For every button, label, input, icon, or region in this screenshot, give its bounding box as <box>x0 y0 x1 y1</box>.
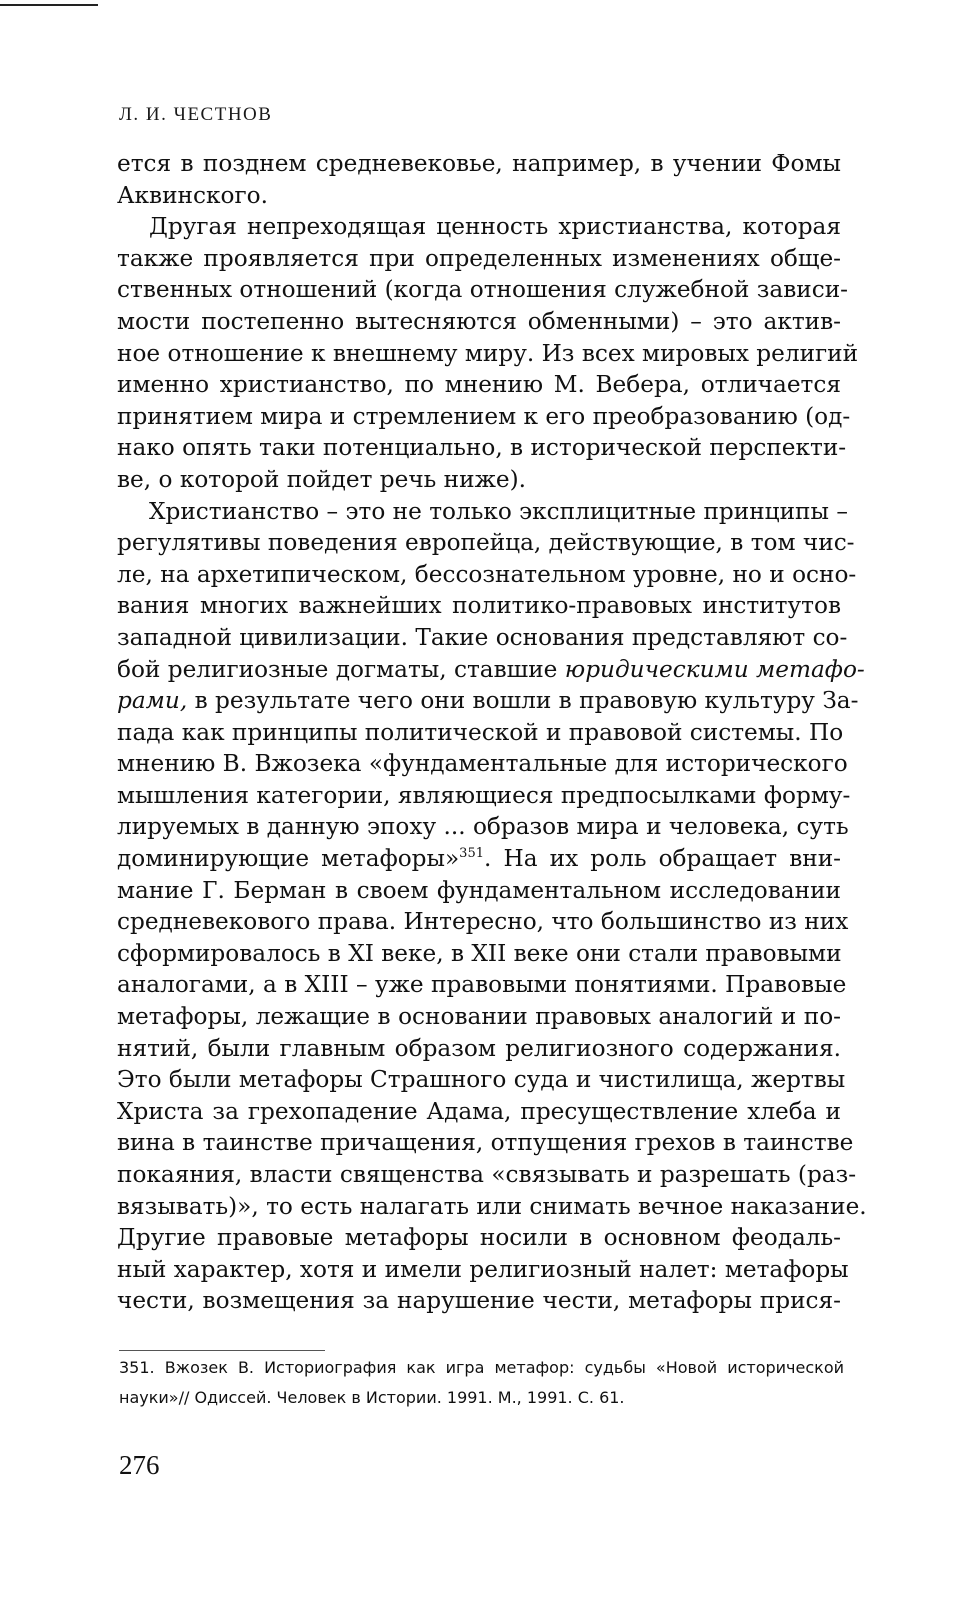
body-line <box>117 1191 867 1223</box>
body-line <box>117 843 841 875</box>
footnotes <box>119 1353 844 1413</box>
body-line-text: Аквинского. <box>117 181 268 209</box>
body-line <box>117 148 841 180</box>
body-line <box>117 432 847 464</box>
body-line <box>117 780 851 812</box>
body-line-text: мышления категории, являющиеся предпосылками форму- <box>117 781 851 809</box>
body-line <box>117 1285 841 1317</box>
body-line-text: лируемых в данную эпоху ... образов мира и человека, суть <box>117 813 849 841</box>
body-line <box>117 1001 841 1033</box>
body-line <box>117 306 841 338</box>
body-line-text: Другие правовые метафоры носили в основном феодаль- <box>117 1224 841 1252</box>
body-line <box>117 401 851 433</box>
body-line-text: принятием мира и стремлением к его преобразованию (од- <box>117 402 851 430</box>
body-line <box>117 590 841 622</box>
body-line <box>117 811 849 843</box>
body-line <box>117 211 841 243</box>
body-line <box>117 1159 857 1191</box>
body-line <box>117 654 865 686</box>
body-line <box>117 717 844 749</box>
body-line-text: регулятивы поведения европейца, действующие, в том чис- <box>117 529 855 557</box>
body-line <box>117 559 857 591</box>
body-line-text: ле, на архетипическом, бессознательном уровне, но и осно- <box>117 560 857 588</box>
body-line <box>117 938 841 970</box>
body-line-text: нятий, были главным образом религиозного содержания. <box>117 1034 841 1062</box>
body-line <box>117 1127 854 1159</box>
body-line-text: ве, о которой пойдет речь ниже). <box>117 465 527 493</box>
body-line-text: аналогами, а в XIII – уже правовыми понятиями. Правовые <box>117 971 847 999</box>
body-line <box>117 369 841 401</box>
body-line <box>117 622 848 654</box>
body-line-text: также проявляется при определенных изменениях обще- <box>117 244 841 272</box>
body-line <box>117 1033 841 1065</box>
footnote-reference: 351 <box>459 846 484 862</box>
body-line-text: западной цивилизации. Такие основания представляют со- <box>117 623 848 651</box>
body-line-text: Другая непреходящая ценность христианства, которая <box>149 213 841 241</box>
body-line-text: ственных отношений (когда отношения служебной зависи- <box>117 276 848 304</box>
top-edge-rule <box>0 4 98 6</box>
body-line <box>117 338 859 370</box>
body-line <box>117 685 859 717</box>
body-line-text: ный характер, хотя и имели религиозный налет: метафоры <box>117 1255 849 1283</box>
body-line <box>117 1096 841 1128</box>
body-line-text: ется в позднем средневековье, например, в учении Фомы <box>117 150 841 177</box>
body-line <box>117 243 841 275</box>
body-line <box>117 274 848 306</box>
body-line-text: сформировалось в XI веке, в XII веке они стали правовыми <box>117 939 842 967</box>
body-line <box>117 1064 846 1096</box>
body-line-text: вязывать)», то есть налагать или снимать вечное наказание. <box>117 1192 867 1220</box>
body-line <box>117 464 841 496</box>
body-line <box>117 496 848 528</box>
body-line-text: покаяния, власти священства «связывать и разрешать (раз- <box>117 1161 857 1188</box>
page-number: 276 <box>119 1450 160 1480</box>
body-line <box>117 906 849 938</box>
body-line <box>117 748 848 780</box>
body-line-text: пада как принципы политической и правовой системы. По <box>117 718 844 746</box>
body-line-text: в результате чего они вошли в правовую культуру За- <box>194 687 859 715</box>
body-line-text: ное отношение к внешнему миру. Из всех мировых религий <box>117 339 859 367</box>
body-line-text: мание Г. Берман в своем фундаментальном исследовании <box>117 876 841 904</box>
footnote-line: науки»// Одиссей. Человек в Истории. 1991. М., 1991. С. 61. <box>119 1388 625 1407</box>
body-line-text: именно христианство, по мнению М. Вебера, отличается <box>117 371 841 399</box>
body-line-text: мнению В. Вжозека «фундаментальные для исторического <box>117 750 848 778</box>
body-line <box>117 180 841 212</box>
body-line <box>117 1254 849 1286</box>
italic-phrase: рами, <box>117 687 188 715</box>
body-line-text: Христа за грехопадение Адама, пресуществление хлеба и <box>117 1097 841 1125</box>
body-line-text: вания многих важнейших политико-правовых институтов <box>117 592 841 620</box>
body-line-text-after: . На их роль обращает вни- <box>484 845 841 873</box>
body-line <box>117 969 847 1001</box>
body-line-text: Это были метафоры Страшного суда и чистилища, жертвы <box>117 1066 846 1094</box>
italic-phrase: юридическими метафо- <box>564 655 865 683</box>
body-text <box>117 148 867 1317</box>
body-line-text: бой религиозные догматы, ставшие <box>117 655 558 683</box>
body-line-text: средневекового права. Интересно, что большинство из них <box>117 908 849 936</box>
footnote-line: 351. Вжозек В. Историография как игра метафор: судьбы «Новой исторической <box>119 1358 844 1377</box>
body-line <box>117 1222 841 1254</box>
body-line-text: нако опять таки потенциально, в исторической перспекти- <box>117 434 847 462</box>
body-line <box>117 875 841 907</box>
running-head-author: Л. И. ЧЕСТНОВ <box>119 104 273 125</box>
body-line-text: мости постепенно вытесняются обменными) – это актив- <box>117 307 841 335</box>
body-line-text: вина в таинстве причащения, отпущения грехов в таинстве <box>117 1129 854 1157</box>
body-line <box>117 527 855 559</box>
body-line-text: Христианство – это не только эксплицитные принципы – <box>149 497 848 525</box>
body-line-text: метафоры, лежащие в основании правовых аналогий и по- <box>117 1003 841 1031</box>
body-line-text: чести, возмещения за нарушение чести, метафоры прися- <box>117 1287 841 1315</box>
body-line-text: доминирующие метафоры» <box>117 845 460 873</box>
footnote-separator <box>119 1350 325 1351</box>
